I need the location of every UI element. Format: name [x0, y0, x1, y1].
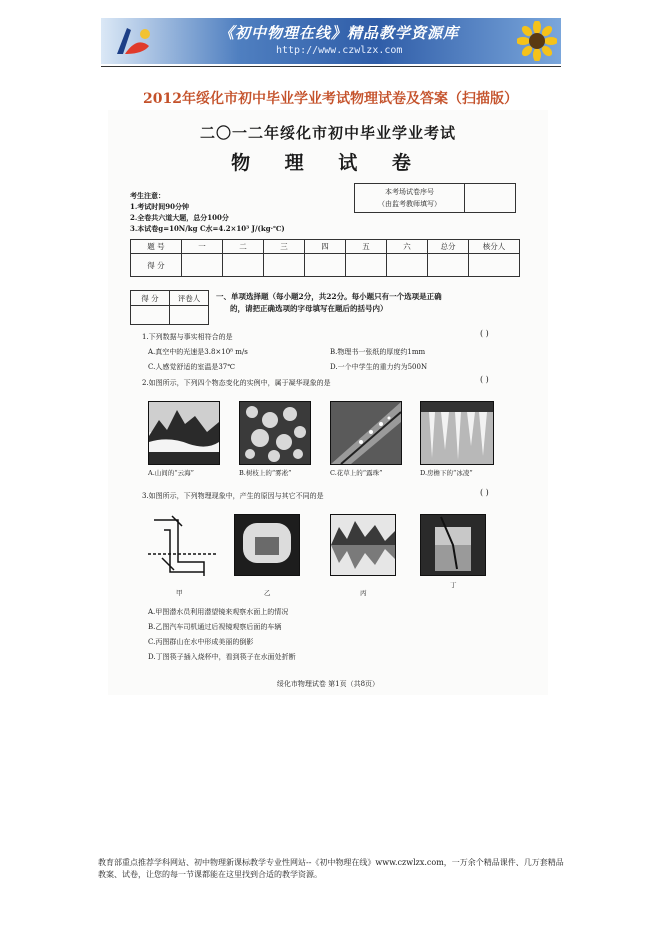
score-cell: [428, 254, 469, 277]
q3-caption-ding: 丁: [450, 581, 457, 589]
score-header-cell: 四: [305, 240, 346, 254]
grader-header: 得 分: [131, 291, 170, 306]
q1-answer-paren: ( ): [480, 329, 489, 338]
page-footer: 绥化市物理试卷 第1页（共8页）: [276, 680, 380, 688]
q3-option-c: C.丙图群山在水中形成美丽的倒影: [148, 638, 254, 646]
score-header-row: [131, 240, 520, 254]
q1-option-b: B.物理书一张纸的厚度约1mm: [330, 348, 426, 356]
score-row-label: 得 分: [131, 254, 182, 277]
score-cell: [182, 254, 223, 277]
site-footer-text: 教育部重点推荐学科网站、初中物理新课标教学专业性网站--《初中物理在线》www.czwlzx.com，一万余个精品课件、几万套精品教案、试卷，让您的每一节课都能在这里找到合适的教学资源。: [98, 858, 564, 879]
seat-label-line: （由监考教师填写）: [378, 200, 441, 208]
grader-cell: [131, 306, 170, 325]
q3-stem: 3.如图所示，下列物理现象中，产生的原因与其它不同的是: [142, 492, 324, 500]
score-header-cell: 总分: [428, 240, 469, 254]
score-header-cell: 一: [182, 240, 223, 254]
seat-label: [355, 184, 465, 212]
score-header-cell: 二: [223, 240, 264, 254]
section-1-line: 一、单项选择题（每小题2分，共22分。每小题只有一个选项是正确: [216, 292, 442, 301]
banner-url[interactable]: http://www.czwlzx.com: [276, 45, 403, 56]
exam-subject: 物 理 试 卷: [231, 152, 425, 174]
grader-header: 评卷人: [170, 291, 209, 306]
score-cell: [469, 254, 520, 277]
note-line: 3.本试卷g=10N/kg C水=4.2×10³ J/(kg·℃): [130, 224, 285, 233]
score-header-cell: 三: [264, 240, 305, 254]
grader-cell: [170, 306, 209, 325]
note-line: 考生注意：: [130, 191, 165, 200]
banner-title: 《初中物理在线》精品教学资源库: [219, 24, 460, 42]
sunflower-icon: [517, 21, 557, 61]
q2-answer-paren: ( ): [480, 375, 489, 384]
q3-option-a: A.甲图潜水员利用潜望镜来观察水面上的情况: [148, 608, 289, 616]
q3-answer-paren: ( ): [480, 488, 489, 497]
q3-figure-periscope: [148, 514, 218, 580]
q3-option-d: D.丁图筷子插入烧杯中，看到筷子在水面处折断: [148, 653, 296, 661]
q2-stem: 2.如图所示，下列四个物态变化的实例中，属于凝华现象的是: [142, 379, 331, 387]
q2-photo-dew: [330, 401, 402, 465]
q2-photo-cloud-sea: [148, 401, 220, 465]
q3-photo-mirror: [234, 514, 300, 576]
q2-photo-icicles: [420, 401, 494, 465]
section-1-line: 的，请把正确选项的字母填写在题后的括号内）: [230, 304, 388, 313]
score-table: [130, 239, 520, 277]
score-header-cell: 六: [387, 240, 428, 254]
seat-number-box: [354, 183, 516, 213]
q3-caption-bing: 丙: [360, 589, 367, 597]
seat-label-line: 本考场试卷序号: [385, 188, 434, 196]
score-cell: [387, 254, 428, 277]
q1-option-a: A.真空中的光速是3.8×10⁸ m/s: [148, 348, 248, 356]
document-title: 2012年绥化市初中毕业学业考试物理试卷及答案（扫描版）: [143, 91, 518, 107]
q3-photo-chopstick: [420, 514, 486, 576]
section-1-instructions: [216, 291, 442, 315]
q2-caption-c: C.花草上的“露珠”: [330, 469, 383, 477]
banner-divider: [101, 66, 561, 67]
q2-caption-d: D.房檐下的“冰凌”: [420, 469, 473, 477]
site-banner: [101, 18, 561, 64]
q2-caption-a: A.山间的“云海”: [148, 469, 194, 477]
logo-icon: [109, 24, 155, 60]
scanned-exam-page: [108, 110, 548, 695]
score-cell: [305, 254, 346, 277]
score-header-cell: 题 号: [131, 240, 182, 254]
candidate-notes: [130, 190, 285, 234]
score-cell: [264, 254, 305, 277]
q3-option-b: B.乙图汽车司机通过后视镜观察后面的车辆: [148, 623, 282, 631]
score-header-cell: 核分人: [469, 240, 520, 254]
score-cell: [346, 254, 387, 277]
score-cell: [223, 254, 264, 277]
q2-caption-b: B.树枝上的“雾凇”: [239, 469, 292, 477]
q2-photo-rime: [239, 401, 311, 465]
q1-option-d: D.一个中学生的重力约为500N: [330, 363, 428, 371]
grader-table: [130, 290, 209, 325]
score-value-row: [131, 254, 520, 277]
note-line: 2.全卷共六道大题，总分100分: [130, 213, 229, 222]
exam-heading: 二〇一二年绥化市初中毕业学业考试: [199, 124, 456, 142]
q3-caption-yi: 乙: [264, 589, 271, 597]
q3-photo-reflection: [330, 514, 396, 576]
q1-option-c: C.人感觉舒适的室温是37℃: [148, 363, 236, 371]
q3-caption-jia: 甲: [176, 589, 183, 597]
note-line: 1.考试时间90分钟: [130, 202, 190, 211]
score-header-cell: 五: [346, 240, 387, 254]
q1-stem: 1.下列数据与事实相符合的是: [142, 333, 233, 341]
